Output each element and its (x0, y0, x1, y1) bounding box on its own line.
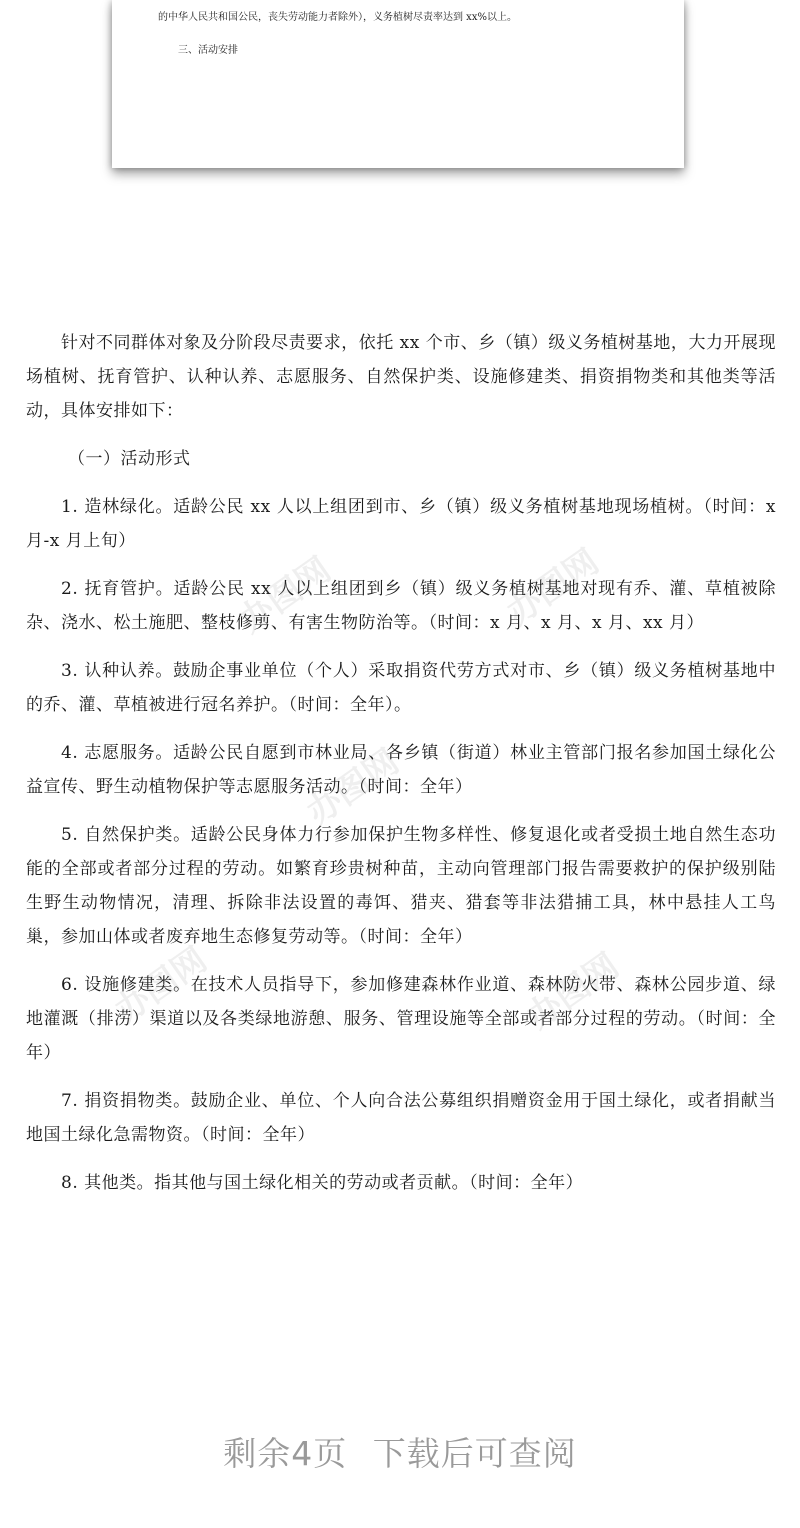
document-body (26, 326, 776, 1214)
watermark: 办图网 (231, 549, 339, 642)
intro-paragraph: 针对不同群体对象及分阶段尽责要求，依托 xx 个市、乡（镇）级义务植树基地，大力开展现场植树、抚育管护、认种认养、志愿服务、自然保护类、设施修建类、捐资捐物类和其他类等活动，具体安排如下： (26, 333, 776, 421)
list-item: 5. 自然保护类。适龄公民身体力行参加保护生物多样性、修复退化或者受损土地自然生态功能的全部或者部分过程的劳动。如繁育珍贵树种苗，主动向管理部门报告需要救护的保护级别陆生野生动物情况，清理、拆除非法设置的毒饵、猎夹、猎套等非法猎捕工具，林中悬挂人工鸟巢，参加山体或者废弃地生态修复劳动等。（时间：全年） (26, 825, 776, 947)
watermark: 办图网 (499, 541, 607, 634)
download-to-view-label: 下载后可查阅 (372, 1434, 577, 1473)
watermark: 办图网 (519, 945, 627, 1038)
list-item: 6. 设施修建类。在技术人员指导下，参加修建森林作业道、森林防火带、森林公园步道、绿地灌溉（排涝）渠道以及各类绿地游憩、服务、管理设施等全部或者部分过程的劳动。（时间：全年） (26, 975, 776, 1063)
page-preview-card (112, 0, 684, 168)
preview-text-line: 的中华人民共和国公民，丧失劳动能力者除外），义务植树尽责率达到 xx%以上。 (158, 12, 517, 23)
preview-section-heading: 三、活动安排 (178, 45, 238, 56)
list-item: 8. 其他类。指其他与国土绿化相关的劳动或者贡献。（时间：全年） (61, 1173, 584, 1193)
list-item: 2. 抚育管护。适龄公民 xx 人以上组团到乡（镇）级义务植树基地对现有乔、灌、草植被除杂、浇水、松土施肥、整枝修剪、有害生物防治等。（时间：x 月、x 月、x 月、xx 月） (26, 579, 776, 633)
list-item: 7. 捐资捐物类。鼓励企业、单位、个人向合法公募组织捐赠资金用于国土绿化，或者捐献当地国土绿化急需物资。（时间：全年） (26, 1091, 776, 1145)
list-item: 4. 志愿服务。适龄公民自愿到市林业局、各乡镇（街道）林业主管部门报名参加国土绿化公益宣传、野生动植物保护等志愿服务活动。（时间：全年） (26, 743, 776, 797)
remaining-pages-label: 剩余4页 (223, 1434, 348, 1473)
watermark: 办图网 (299, 741, 407, 834)
list-item: 1. 造林绿化。适龄公民 xx 人以上组团到市、乡（镇）级义务植树基地现场植树。（时间：x 月-x 月上旬） (26, 497, 776, 551)
section-heading: （一）活动形式 (68, 449, 191, 469)
download-prompt[interactable] (0, 1428, 800, 1475)
list-item: 3. 认种认养。鼓励企事业单位（个人）采取捐资代劳方式对市、乡（镇）级义务植树基地中的乔、灌、草植被进行冠名养护。（时间：全年）。 (26, 661, 776, 715)
watermark: 办图网 (107, 939, 215, 1032)
